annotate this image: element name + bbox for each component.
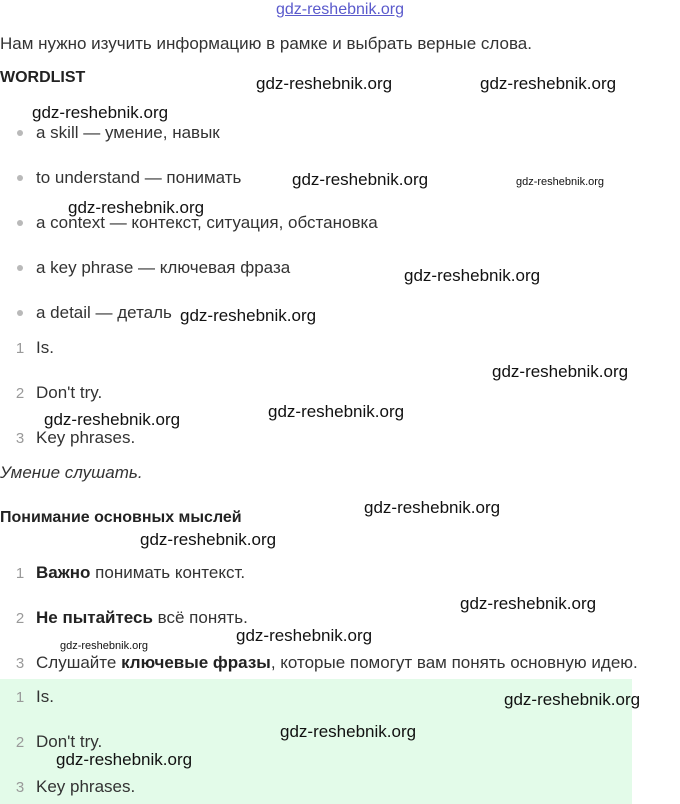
list-number: 1 xyxy=(15,689,25,706)
tip-pre: Слушайте xyxy=(36,653,122,672)
tip-rest: всё понять. xyxy=(152,608,248,627)
wordlist-item: to understand — понимать xyxy=(36,168,242,187)
watermark: gdz-reshebnik.org xyxy=(460,594,597,613)
watermark: gdz-reshebnik.org xyxy=(268,402,405,421)
list-number: 1 xyxy=(15,340,25,357)
tip-rest: понимать контекст. xyxy=(90,563,246,582)
wordlist-item: a key phrase — ключевая фраза xyxy=(36,258,291,277)
list-number: 3 xyxy=(15,779,25,796)
watermark: gdz-reshebnik.org xyxy=(492,362,629,381)
tip-item xyxy=(36,563,245,583)
wordlist-item: a skill — умение, навык xyxy=(36,123,220,142)
watermark: gdz-reshebnik.org xyxy=(56,750,193,769)
bullet-icon xyxy=(17,310,23,316)
watermark: gdz-reshebnik.org xyxy=(404,266,541,285)
watermark: gdz-reshebnik.org xyxy=(180,306,317,325)
tip-rest: , которые помогут вам понять основную идею. xyxy=(270,653,638,672)
answer-item: Don't try. xyxy=(36,732,103,751)
answer-item: Is. xyxy=(36,687,54,706)
watermark: gdz-reshebnik.org xyxy=(256,74,393,93)
list-number: 3 xyxy=(15,655,25,672)
bullet-icon xyxy=(17,175,23,181)
answer-item: Is. xyxy=(36,338,54,357)
list-number: 2 xyxy=(15,610,25,627)
watermark: gdz-reshebnik.org xyxy=(44,410,181,429)
header-watermark-link[interactable]: gdz-reshebnik.org xyxy=(275,1,405,18)
tip-bold: Не пытайтесь xyxy=(36,608,153,627)
answer-item: Don't try. xyxy=(36,383,103,402)
bullet-icon xyxy=(17,220,23,226)
answer-item: Key phrases. xyxy=(36,428,136,447)
watermark: gdz-reshebnik.org xyxy=(140,530,277,549)
watermark: gdz-reshebnik.org xyxy=(364,498,501,517)
watermark: gdz-reshebnik.org xyxy=(68,198,205,217)
answer-item: Key phrases. xyxy=(36,777,136,796)
watermark: gdz-reshebnik.org xyxy=(504,690,641,709)
wordlist-item: a detail — деталь xyxy=(36,303,172,322)
skill-title: Умение слушать. xyxy=(0,463,143,482)
tip-item xyxy=(36,653,638,673)
intro-text: Нам нужно изучить информацию в рамке и выбрать верные слова. xyxy=(0,34,532,53)
watermark: gdz-reshebnik.org xyxy=(32,103,169,122)
list-number: 3 xyxy=(15,430,25,447)
list-number: 2 xyxy=(15,385,25,402)
watermark: gdz-reshebnik.org xyxy=(236,626,373,645)
watermark: gdz-reshebnik.org xyxy=(292,170,429,189)
watermark: gdz-reshebnik.org xyxy=(516,176,605,188)
wordlist-item: a context — контекст, ситуация, обстановка xyxy=(36,213,378,232)
bullet-icon xyxy=(17,130,23,136)
bullet-icon xyxy=(17,265,23,271)
list-number: 2 xyxy=(15,734,25,751)
watermark: gdz-reshebnik.org xyxy=(280,722,417,741)
watermark: gdz-reshebnik.org xyxy=(60,640,149,652)
section-subheading: Понимание основных мыслей xyxy=(0,509,242,526)
tip-bold: Важно xyxy=(36,563,91,582)
watermark: gdz-reshebnik.org xyxy=(480,74,617,93)
list-number: 1 xyxy=(15,565,25,582)
tip-bold: ключевые фразы xyxy=(121,653,271,672)
tip-item xyxy=(36,608,248,628)
wordlist-heading: WORDLIST xyxy=(0,69,86,86)
